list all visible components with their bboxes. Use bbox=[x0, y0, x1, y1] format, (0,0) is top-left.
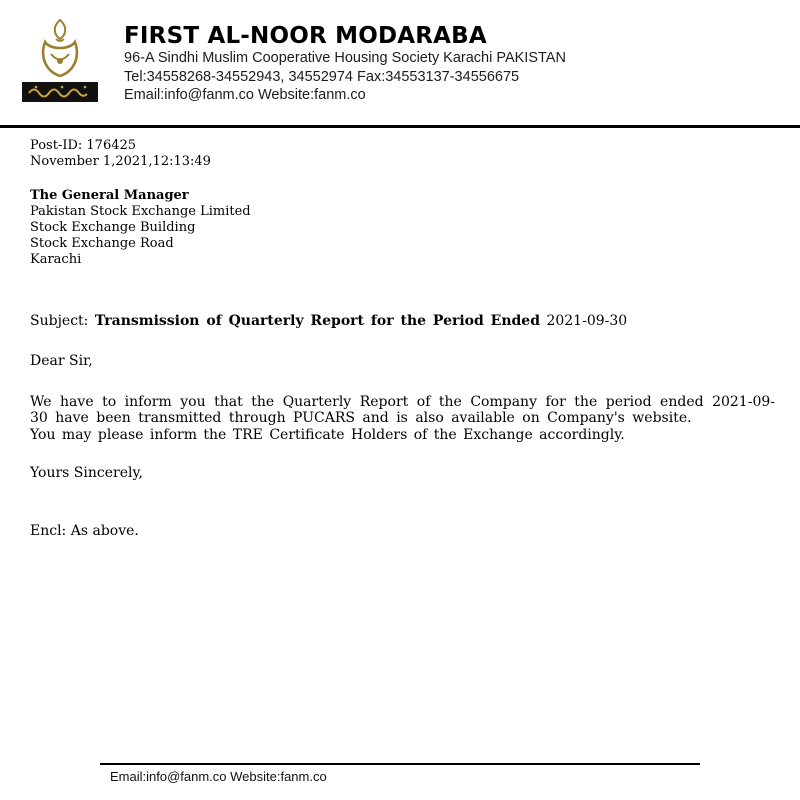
recipient-building: Stock Exchange Building bbox=[30, 219, 196, 235]
letterhead bbox=[0, 0, 800, 105]
recipient-address-block bbox=[30, 188, 775, 268]
subject-text: Transmission of Quarterly Report for the Period Ended bbox=[94, 312, 540, 329]
recipient-road: Stock Exchange Road bbox=[30, 235, 174, 251]
recipient-org: Pakistan Stock Exchange Limited bbox=[30, 203, 251, 219]
company-phone-fax: Tel:34558268-34552943, 34552974 Fax:34553137-34556675 bbox=[124, 68, 520, 85]
company-email-website: Email:info@fanm.co Website:fanm.co bbox=[124, 87, 366, 104]
body-paragraph-1: We have to inform you that the Quarterly Report of the Company for the period ended 2021-09-30 have been transmitted through PUCARS and is also available on Company's website. bbox=[30, 393, 775, 427]
letter-content bbox=[0, 128, 800, 540]
body-paragraph-2: You may please inform the TRE Certificate Holders of the Exchange accordingly. bbox=[30, 426, 625, 443]
closing: Yours Sincerely, bbox=[30, 465, 143, 482]
footer-email-website: Email:info@fanm.co Website:fanm.co bbox=[110, 769, 327, 784]
recipient-city: Karachi bbox=[30, 251, 82, 267]
page-footer bbox=[100, 763, 700, 784]
subject-date: 2021-09-30 bbox=[546, 312, 628, 329]
letterhead-text bbox=[124, 24, 566, 105]
recipient-title: The General Manager bbox=[30, 187, 189, 203]
letter-meta bbox=[30, 138, 775, 170]
company-address: 96-A Sindhi Muslim Cooperative Housing Society Karachi PAKISTAN bbox=[124, 50, 566, 67]
salutation: Dear Sir, bbox=[30, 352, 93, 369]
subject-label: Subject: bbox=[30, 312, 89, 329]
enclosure-note: Encl: As above. bbox=[30, 523, 139, 540]
company-name: FIRST AL-NOOR MODARABA bbox=[124, 23, 487, 49]
post-id: Post-ID: 176425 bbox=[30, 137, 137, 153]
subject-line bbox=[30, 313, 775, 329]
company-logo-icon bbox=[22, 14, 98, 102]
letter-datetime: November 1,2021,12:13:49 bbox=[30, 153, 211, 169]
